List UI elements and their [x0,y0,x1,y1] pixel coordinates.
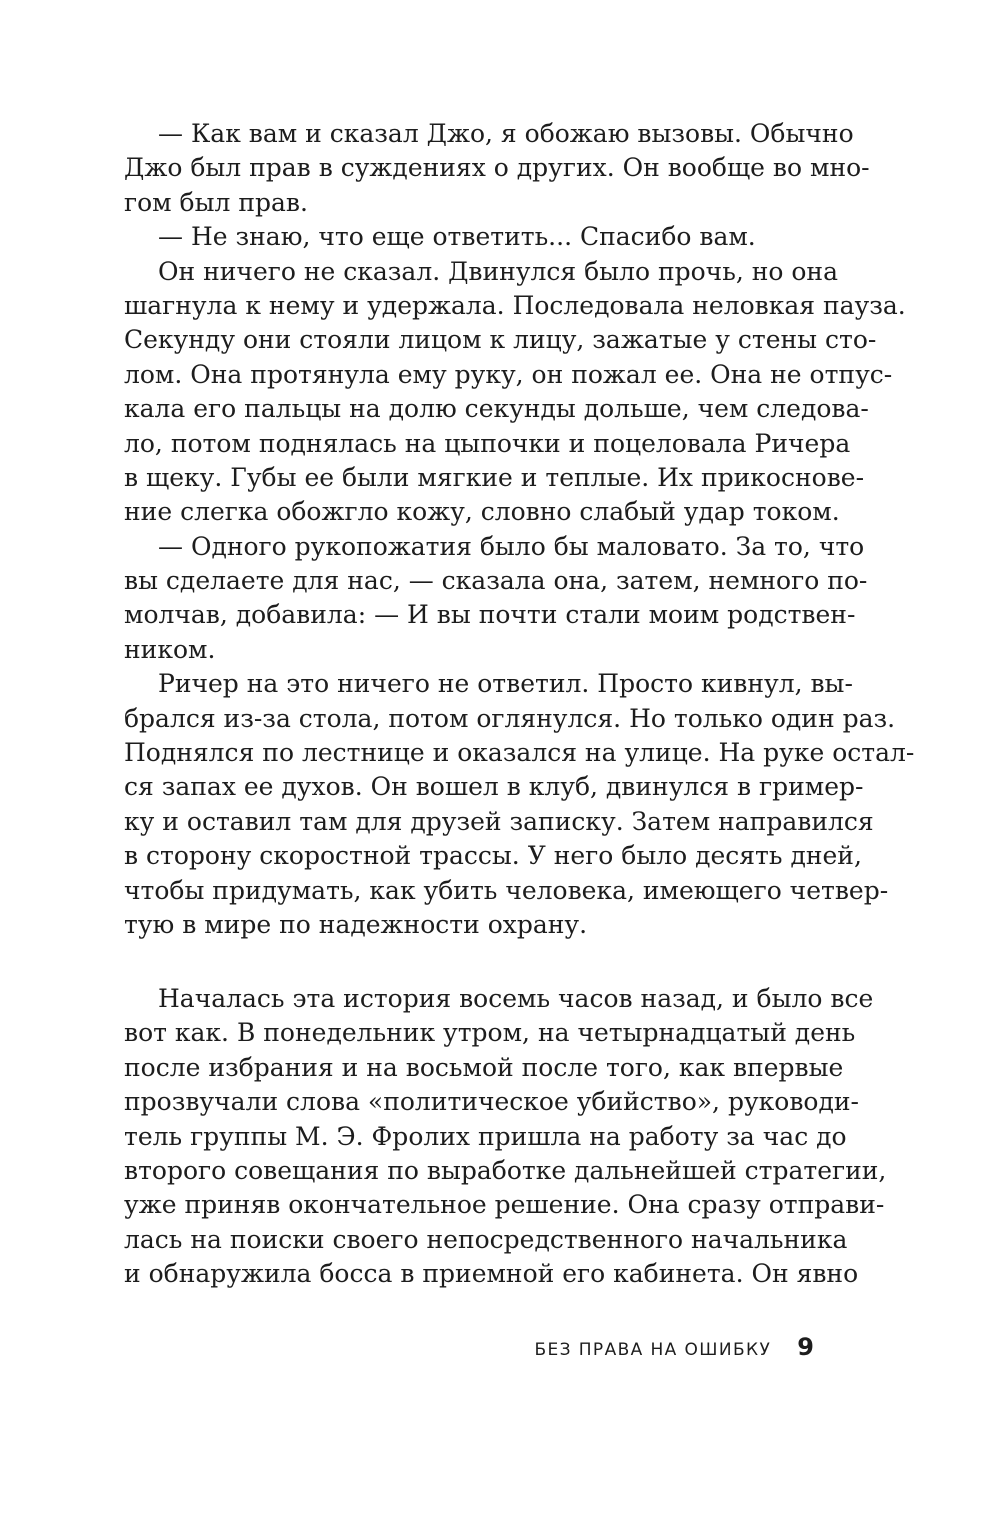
text-line: второго совещания по выработке дальнейшей стратегии, [124,1155,887,1185]
text-line: Джо был прав в суждениях о других. Он вообще во мно- [124,153,870,183]
text-line: уже приняв окончательное решение. Она сразу отправи- [124,1190,885,1220]
text-line: молчав, добавила: — И вы почти стали моим родствен- [124,600,856,630]
text-line: лом. Она протянула ему руку, он пожал ее. Она не отпус- [124,359,893,389]
text-line: тель группы М. Э. Фролих пришла на работу за час до [124,1121,847,1151]
text-line: ку и оставил там для друзей записку. Затем направился [124,806,874,836]
text-line: гом был прав. [124,187,308,217]
text-line: — Как вам и сказал Джо, я обожаю вызовы. Обычно [158,119,854,148]
text-line: — Не знаю, что еще ответить... Спасибо вам. [158,222,756,252]
text-line: вот как. В понедельник утром, на четырнадцатый день [124,1018,856,1048]
text-line: тую в мире по надежности охрану. [124,909,588,939]
text-section-1 [124,117,915,942]
text-line: кала его пальцы на долю секунды дольше, чем следова- [124,394,869,424]
text-line: в щеку. Губы ее были мягкие и теплые. Их прикоснове- [124,462,865,492]
text-line: вы сделаете для нас, — сказала она, затем, немного по- [124,566,868,596]
text-line: ся запах ее духов. Он вошел в клуб, двинулся в гример- [124,772,864,802]
text-line: после избрания и на восьмой после того, как впервые [124,1052,844,1082]
text-line: лась на поиски своего непосредственного начальника [124,1224,848,1254]
text-line: Поднялся по лестнице и оказался на улице. На руке остал- [124,738,915,768]
page-number: 9 [797,1333,814,1361]
text-line: ло, потом поднялась на цыпочки и поцеловала Ричера [124,428,851,458]
text-section-2 [124,982,887,1292]
text-line: чтобы придумать, как убить человека, имеющего четвер- [124,875,889,905]
running-footer [534,1333,814,1361]
text-line: ником. [124,634,216,664]
text-line: в сторону скоростной трассы. У него было десять дней, [124,841,862,871]
text-line: и обнаружила босса в приемной его кабинета. Он явно [124,1259,859,1289]
text-line: ние слегка обожгло кожу, словно слабый удар током. [124,497,840,527]
text-line: прозвучали слова «политическое убийство», руководи- [124,1087,859,1117]
text-line: Ричер на это ничего не ответил. Просто кивнул, вы- [158,669,853,699]
text-line: шагнула к нему и удержала. Последовала неловкая пауза. [124,290,906,320]
text-line: брался из-за стола, потом оглянулся. Но только один раз. [124,703,896,733]
text-line: Началась эта история восемь часов назад, и было все [158,984,874,1013]
text-line: Секунду они стояли лицом к лицу, зажатые у стены сто- [124,325,877,355]
running-title: БЕЗ ПРАВА НА ОШИБКУ [534,1340,772,1360]
text-line: Он ничего не сказал. Двинулся было прочь, но она [158,256,838,286]
text-line: — Одного рукопожатия было бы маловато. За то, что [158,531,865,561]
